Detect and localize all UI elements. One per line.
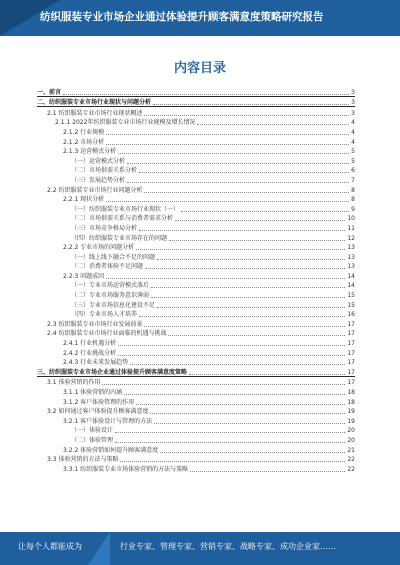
toc-leader-dots bbox=[139, 224, 345, 231]
toc-leader-dots bbox=[127, 157, 349, 164]
toc-title: 内容目录 bbox=[173, 61, 226, 76]
page-footer bbox=[0, 532, 400, 565]
toc-entry-title: 2.1 纺织服装专业市场行业现状概述 bbox=[47, 109, 143, 117]
toc-entry[interactable] bbox=[37, 280, 355, 290]
toc-leader-dots bbox=[106, 195, 349, 202]
toc-leader-dots bbox=[144, 186, 349, 193]
toc-entry-title: 2.4 纺织服装专业市场行业面临的机遇与挑战 bbox=[47, 330, 167, 338]
toc-leader-dots bbox=[106, 272, 345, 279]
toc-entry-page: 22 bbox=[347, 465, 355, 473]
toc-leader-dots bbox=[120, 455, 345, 462]
toc-entry-page: 3 bbox=[351, 99, 355, 107]
toc-entry-title: （三）市场竞争格局分析 bbox=[71, 224, 138, 232]
toc-entry[interactable] bbox=[37, 318, 355, 328]
toc-entry-page: 8 bbox=[351, 186, 355, 194]
toc-entry-page: 10 bbox=[347, 215, 355, 223]
toc-leader-dots bbox=[144, 320, 345, 327]
toc-entry-title: 2.2 纺织服装专业市场行业问题分析 bbox=[47, 186, 143, 194]
toc-entry-title: （一）纺织服装专业市场行业现状（一） bbox=[71, 205, 180, 213]
toc-entry[interactable] bbox=[37, 270, 355, 280]
toc-entry-page: 20 bbox=[347, 436, 355, 444]
toc-entry-page: 7 bbox=[351, 176, 355, 184]
toc-entry[interactable] bbox=[37, 406, 355, 416]
toc-entry[interactable] bbox=[37, 463, 355, 473]
toc-entry-title: 2.4.3 行业未来发展趋势 bbox=[63, 359, 129, 367]
toc-entry-page: 17 bbox=[347, 330, 355, 338]
toc-entry[interactable] bbox=[37, 396, 355, 406]
toc-leader-dots bbox=[136, 398, 345, 405]
toc-entry-page: 18 bbox=[347, 389, 355, 396]
toc-entry-page: 21 bbox=[347, 446, 355, 454]
toc-entry-page: 15 bbox=[347, 301, 355, 309]
toc-leader-dots bbox=[115, 436, 345, 443]
toc-entry-title: 3.2 如何通过客户体验提升顾客满意度 bbox=[47, 408, 149, 416]
toc-entry-title: 3.2.2 体验营销如何提升顾客满意度 bbox=[63, 446, 159, 454]
toc-leader-dots bbox=[175, 214, 345, 221]
toc-entry-title: （三）发展趋势分析 bbox=[71, 176, 126, 184]
toc-leader-dots bbox=[63, 88, 349, 95]
toc-entry[interactable] bbox=[37, 117, 355, 127]
page-header bbox=[0, 0, 400, 36]
toc-entry-page: 5 bbox=[351, 148, 355, 156]
toc-entry-title: 2.1.2 行业规模 bbox=[63, 128, 105, 136]
toc-entry-page: 13 bbox=[347, 253, 355, 261]
footer-accent bbox=[88, 532, 110, 565]
footer-slogan-left: 让每个人都能成为 bbox=[18, 542, 82, 551]
toc-entry-page: 12 bbox=[347, 234, 355, 242]
toc-entry-page: 17 bbox=[347, 379, 355, 387]
toc-entry-title: （一）体验设计 bbox=[71, 427, 114, 435]
toc-entry-title: （二）市场供需关系与消费者需求分析 bbox=[71, 215, 174, 223]
toc-entry[interactable] bbox=[37, 232, 355, 242]
toc-entry[interactable] bbox=[37, 86, 355, 97]
toc-entry-title: 3.1.1 体验营销的内涵 bbox=[63, 389, 123, 396]
toc-entry-title: 3.2.1 客户体验设计与管理的方法 bbox=[63, 417, 153, 425]
toc-entry[interactable] bbox=[37, 126, 355, 136]
toc-entry-page: 20 bbox=[347, 427, 355, 435]
toc-entry-page: 22 bbox=[347, 456, 355, 464]
toc-leader-dots bbox=[144, 109, 349, 116]
toc-entry-title: 2.1.2 市场分析 bbox=[63, 138, 105, 146]
toc-entry-page: 4 bbox=[351, 138, 355, 146]
toc-leader-dots bbox=[115, 426, 345, 433]
toc-entry-title: 一、前言 bbox=[37, 88, 62, 96]
toc-leader-dots bbox=[197, 118, 349, 125]
toc-entry[interactable] bbox=[37, 289, 355, 299]
toc-entry-title: 3.3.1 纺织服装专业市场体验营销的方法与策略 bbox=[63, 465, 189, 473]
toc-entry-title: （二）体验管理 bbox=[71, 436, 114, 444]
toc-entry-title: 2.1.3 运营模式分析 bbox=[63, 148, 117, 156]
toc-leader-dots bbox=[181, 205, 349, 212]
toc-entry-page: 8 bbox=[351, 196, 355, 204]
toc-entry-title: 2.2.2 专业市场的问题分析 bbox=[63, 244, 135, 252]
toc-entry[interactable] bbox=[37, 107, 355, 117]
toc-entry[interactable] bbox=[37, 242, 355, 252]
toc-entry[interactable] bbox=[37, 386, 355, 396]
toc-leader-dots bbox=[154, 417, 345, 424]
toc-leader-dots bbox=[190, 465, 345, 472]
toc-entry-title: （一）线上线下融合不足的问题 bbox=[71, 253, 156, 261]
toc-entry-title: （三）专业市场信息化建设不足 bbox=[71, 301, 156, 309]
toc-entry[interactable] bbox=[37, 97, 355, 108]
toc-entry-page: 17 bbox=[347, 340, 355, 348]
toc-entry-page: 17 bbox=[347, 368, 355, 376]
toc-entry-page: 13 bbox=[347, 244, 355, 252]
toc-entry[interactable] bbox=[37, 146, 355, 156]
toc-leader-dots bbox=[151, 291, 345, 298]
toc-entry-title: 2.1.1 2022年纺织服装专业市场行业规模及增长情况 bbox=[55, 119, 196, 127]
toc-leader-dots bbox=[102, 378, 345, 385]
toc-entry-title: 2.2.1 现状分析 bbox=[63, 196, 105, 204]
toc-entry[interactable] bbox=[37, 203, 355, 213]
toc-leader-dots bbox=[145, 262, 345, 269]
toc-entry[interactable] bbox=[37, 194, 355, 204]
toc-entry-page: 14 bbox=[347, 282, 355, 290]
toc-entry-title: （四）纺织服装专业市场存在的问题 bbox=[71, 234, 168, 242]
toc-entry[interactable] bbox=[37, 415, 355, 425]
toc-entry[interactable] bbox=[37, 366, 355, 377]
toc-entry-title: 3.1.2 客户体验管理的作用 bbox=[63, 398, 135, 406]
toc-leader-dots bbox=[139, 310, 345, 317]
toc-leader-dots bbox=[189, 368, 345, 375]
toc-entry-title: 三、纺织服装专业市场企业通过体验提升顾客满意度策略 bbox=[37, 368, 188, 376]
toc-entry-title: 2.4.1 行业机遇分析 bbox=[63, 340, 117, 348]
toc-entry-page: 5 bbox=[351, 157, 355, 165]
toc-entry-page: 19 bbox=[347, 408, 355, 416]
toc-entry-title: （一）运营模式分析 bbox=[71, 157, 126, 165]
toc-leader-dots bbox=[153, 98, 349, 105]
toc-entry[interactable] bbox=[37, 299, 355, 309]
toc-entry[interactable] bbox=[37, 309, 355, 319]
toc-entry[interactable] bbox=[37, 155, 355, 165]
toc-entry-title: （二）专业市场服务意识薄弱 bbox=[71, 292, 150, 300]
footer-slogan-right: 行业专家、管理专家、营销专家、战略专家、成功企业家…… bbox=[120, 542, 336, 551]
toc-leader-dots bbox=[169, 234, 345, 241]
toc-entry-page: 15 bbox=[347, 292, 355, 300]
toc-entry-title: 2.4.2 行业挑战分析 bbox=[63, 349, 117, 357]
toc-entry-page: 17 bbox=[347, 320, 355, 328]
report-title: 纺织服装专业市场企业通过体验提升顾客满意度策略研究报告 bbox=[40, 11, 324, 23]
toc-entry-page: 6 bbox=[351, 167, 355, 175]
toc-leader-dots bbox=[168, 329, 345, 336]
toc-entry[interactable] bbox=[37, 377, 355, 387]
toc-leader-dots bbox=[118, 147, 349, 154]
toc-entry-title: 3.3 体验营销的方法与策略 bbox=[47, 456, 119, 464]
toc-entry[interactable] bbox=[37, 357, 355, 367]
toc-leader-dots bbox=[127, 176, 349, 183]
toc-leader-dots bbox=[118, 349, 345, 356]
toc-entry-page: 4 bbox=[351, 119, 355, 127]
toc-entry-title: （二）市场供需关系分析 bbox=[71, 167, 138, 175]
toc-entry[interactable] bbox=[37, 222, 355, 232]
toc-leader-dots bbox=[106, 128, 349, 135]
toc-entry[interactable] bbox=[37, 174, 355, 184]
toc-entry[interactable] bbox=[37, 347, 355, 357]
toc-entry[interactable] bbox=[37, 136, 355, 146]
toc-entry-title: 2.3 纺织服装专业市场行业发展前景 bbox=[47, 320, 143, 328]
toc-entry-page: 4 bbox=[351, 128, 355, 136]
toc-entry-page: 17 bbox=[347, 359, 355, 367]
toc-entry-page: 13 bbox=[347, 263, 355, 271]
toc-entry[interactable] bbox=[37, 434, 355, 444]
toc-entry[interactable] bbox=[37, 454, 355, 464]
toc-leader-dots bbox=[150, 407, 345, 414]
toc-leader-dots bbox=[157, 253, 345, 260]
toc-leader-dots bbox=[106, 138, 349, 145]
toc-entry[interactable] bbox=[37, 251, 355, 261]
toc-entry[interactable] bbox=[37, 425, 355, 435]
toc-entry[interactable] bbox=[37, 261, 355, 271]
toc-entry[interactable] bbox=[37, 213, 355, 223]
toc-entry-title: 3.1 体验营销的作用 bbox=[47, 379, 101, 387]
toc-entry-page: 19 bbox=[347, 417, 355, 425]
toc-entry[interactable] bbox=[37, 328, 355, 338]
toc-entry[interactable] bbox=[37, 337, 355, 347]
toc-entry-page: 11 bbox=[347, 224, 355, 232]
toc-leader-dots bbox=[157, 301, 345, 308]
toc-entry-page: 18 bbox=[347, 398, 355, 406]
toc-leader-dots bbox=[130, 358, 345, 365]
toc-leader-dots bbox=[124, 388, 345, 395]
toc-entry-page: 3 bbox=[351, 88, 355, 96]
toc-entry[interactable] bbox=[37, 444, 355, 454]
toc-entry-page: 9 bbox=[351, 205, 355, 213]
toc-leader-dots bbox=[118, 339, 345, 346]
toc-entry-title: （二）消费者体验不足问题 bbox=[71, 263, 144, 271]
toc-leader-dots bbox=[160, 446, 345, 453]
toc-entry-title: 二、纺织服装专业市场行业现状与问题分析 bbox=[37, 99, 152, 107]
toc-leader-dots bbox=[136, 243, 345, 250]
toc-entry-page: 3 bbox=[351, 109, 355, 117]
table-of-contents bbox=[37, 86, 355, 473]
toc-entry[interactable] bbox=[37, 165, 355, 175]
toc-entry-title: 2.2.3 问题成因 bbox=[63, 272, 105, 280]
toc-entry-title: （四）专业市场人才培养 bbox=[71, 311, 138, 319]
toc-entry-title: （一）专业市场运营模式落后 bbox=[71, 282, 150, 290]
toc-entry-page: 16 bbox=[347, 311, 355, 319]
toc-entry-page: 17 bbox=[347, 349, 355, 357]
toc-leader-dots bbox=[139, 166, 349, 173]
toc-entry[interactable] bbox=[37, 184, 355, 194]
toc-leader-dots bbox=[151, 281, 345, 288]
toc-entry-page: 14 bbox=[347, 272, 355, 280]
